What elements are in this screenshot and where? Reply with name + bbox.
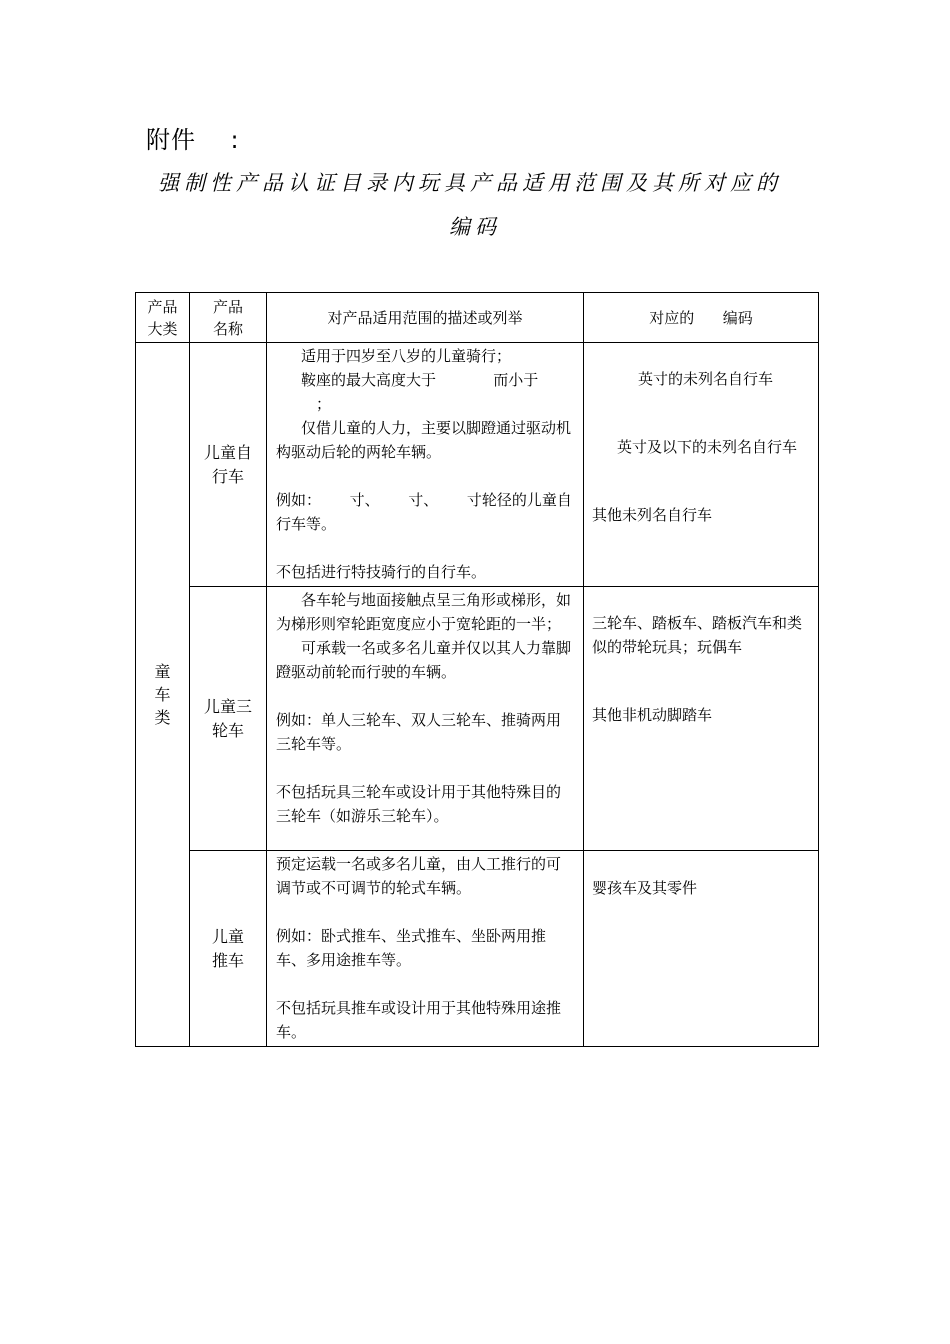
document-title-line-1: 强制性产品认证目录内玩具产品适用范围及其所对应的: [158, 171, 782, 195]
document-title-line-2: 编码: [449, 215, 501, 239]
scope-description-cell: 各车轮与地面接触点呈三角形或梯形，如为梯形则窄轮距宽度应小于宽轮距的一半； 可承载一名或多名儿童并仅以其人力靠脚蹬驱动前轮而行驶的车辆。 例如：单人三轮车、双人三轮车、推骑两用三轮车等。 不包括玩具三轮车或设计用于其他特殊目的三轮车（如游乐三轮车）。: [267, 587, 584, 851]
scope-description-cell: 适用于四岁至八岁的儿童骑行； 鞍座的最大高度大于 而小于 ； 仅借儿童的人力，主要以脚蹬通过驱动机构驱动后轮的两轮车辆。 例如： 寸、 寸、 寸轮径的儿童自行车等。 不包括进行特技骑行的自行车。: [267, 343, 584, 587]
header-code: 对应的 编码: [584, 293, 819, 343]
header-scope-description: 对产品适用范围的描述或列举: [267, 293, 584, 343]
category-cell: 童车类: [136, 343, 190, 1047]
table-header-row: [136, 293, 819, 343]
table-row: [136, 587, 819, 851]
table-row: [136, 851, 819, 1047]
product-name-cell: 儿童自行车: [190, 343, 267, 587]
header-category: 产品大类: [136, 293, 190, 343]
annex-label: 附件 :: [146, 126, 240, 154]
scope-description-cell: 预定运载一名或多名儿童，由人工推行的可调节或不可调节的轮式车辆。 例如：卧式推车、坐式推车、坐卧两用推车、多用途推车等。 不包括玩具推车或设计用于其他特殊用途推车。: [267, 851, 584, 1047]
table-row: [136, 343, 819, 587]
product-name-cell: 儿童三轮车: [190, 587, 267, 851]
code-cell: 英寸的未列名自行车 英寸及以下的未列名自行车 其他未列名自行车: [584, 343, 819, 587]
code-cell: 婴孩车及其零件: [584, 851, 819, 1047]
product-name-cell: 儿童推车: [190, 851, 267, 1047]
code-cell: 三轮车、踏板车、踏板汽车和类似的带轮玩具；玩偶车 其他非机动脚踏车: [584, 587, 819, 851]
header-product-name: 产品名称: [190, 293, 267, 343]
product-scope-table: [135, 292, 819, 1047]
